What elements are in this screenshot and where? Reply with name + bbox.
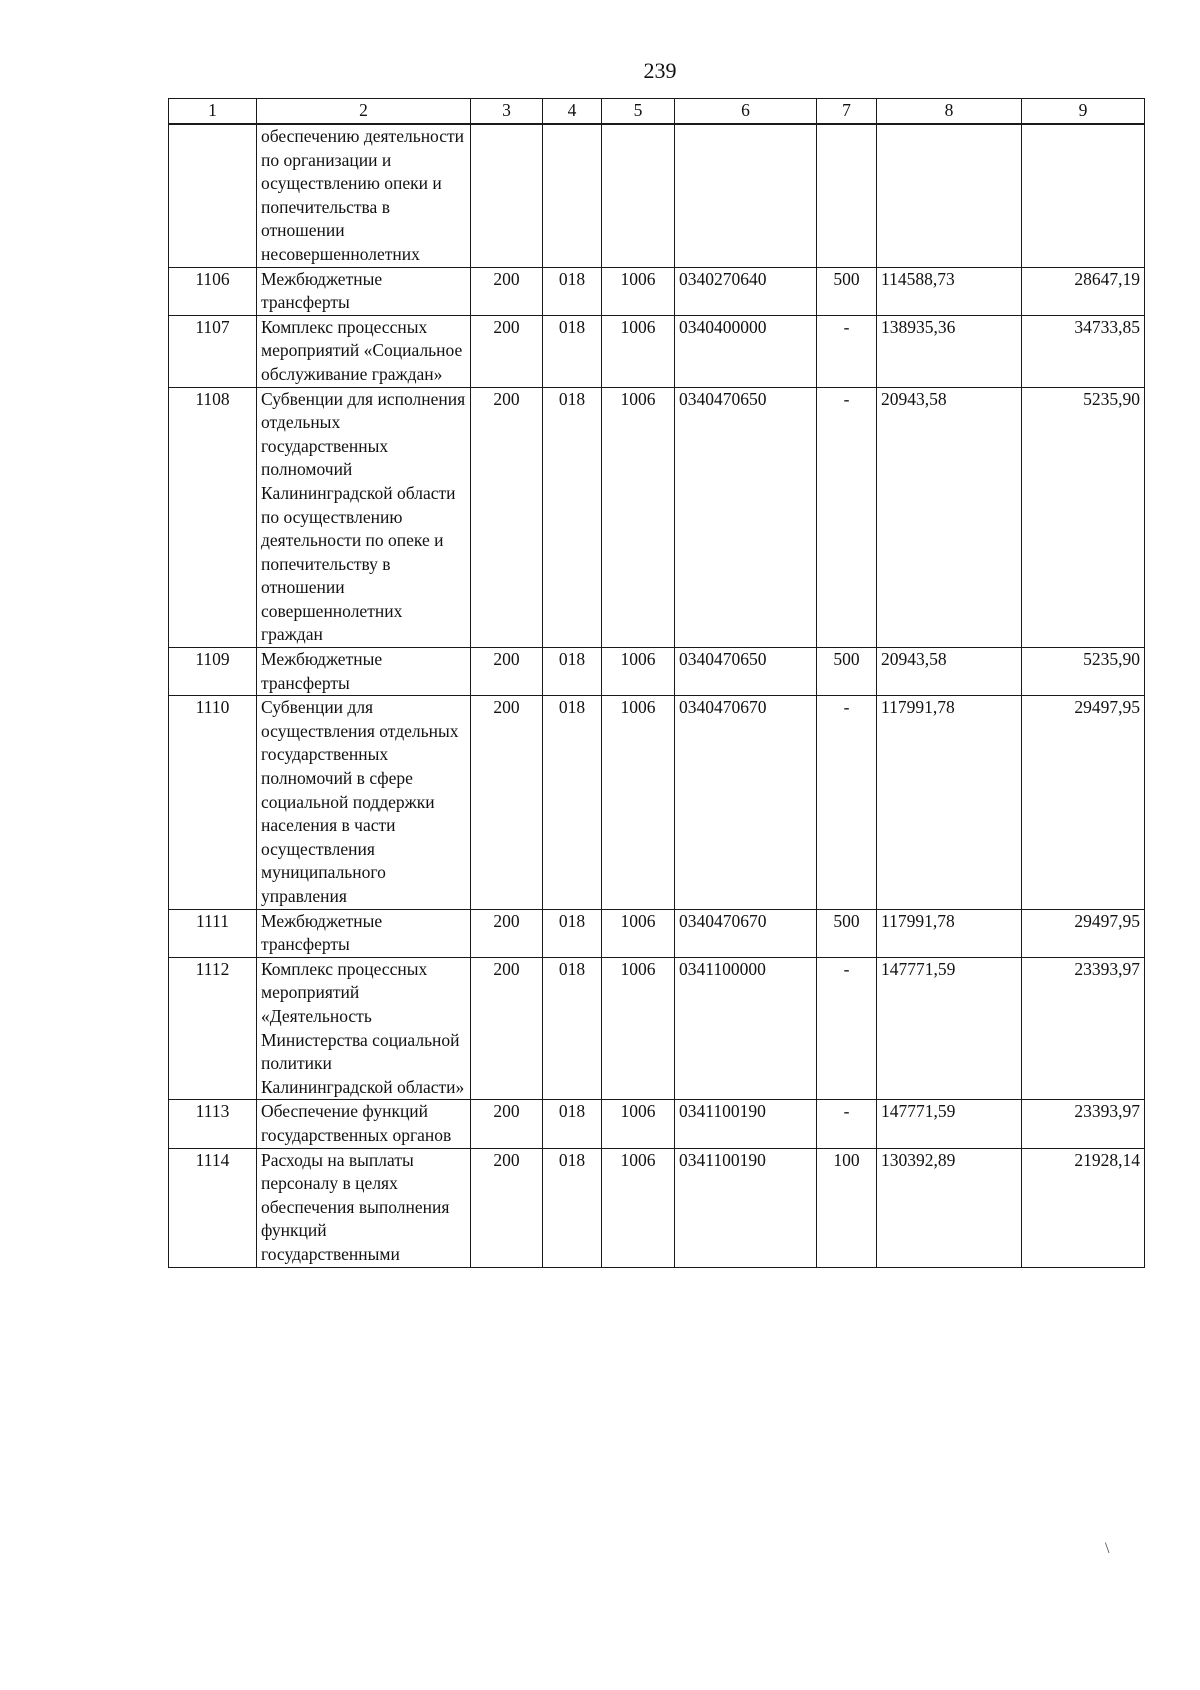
column-6-cell: 0340470670 — [675, 696, 817, 909]
column-3-cell: 200 — [471, 267, 543, 315]
table-row — [169, 696, 1145, 909]
description-cell: Расходы на выплаты персоналу в целях обеспечения выполнения функций государственными — [257, 1148, 471, 1267]
row-number-cell: 1113 — [169, 1100, 257, 1148]
column-4-cell: 018 — [543, 387, 602, 648]
page-number: 239 — [643, 58, 677, 83]
header-cell-6: 6 — [675, 99, 817, 125]
column-4-cell — [543, 124, 602, 267]
column-6-cell: 0340470650 — [675, 387, 817, 648]
column-8-cell — [877, 124, 1022, 267]
column-9-cell: 29497,95 — [1022, 696, 1145, 909]
description-cell: Комплекс процессных мероприятий «Социальное обслуживание граждан» — [257, 315, 471, 387]
column-3-cell: 200 — [471, 387, 543, 648]
column-9-cell: 21928,14 — [1022, 1148, 1145, 1267]
column-5-cell: 1006 — [602, 696, 675, 909]
table-row — [169, 909, 1145, 957]
description-cell: обеспечению деятельности по организации и осуществлению опеки и попечительства в отношении несовершеннолетних — [257, 124, 471, 267]
column-7-cell: - — [817, 387, 877, 648]
header-cell-5: 5 — [602, 99, 675, 125]
column-3-cell: 200 — [471, 909, 543, 957]
column-6-cell: 0340270640 — [675, 267, 817, 315]
column-5-cell: 1006 — [602, 267, 675, 315]
table-row — [169, 315, 1145, 387]
description-cell: Межбюджетные трансферты — [257, 267, 471, 315]
column-4-cell: 018 — [543, 957, 602, 1100]
table-row — [169, 957, 1145, 1100]
column-4-cell: 018 — [543, 648, 602, 696]
table-row — [169, 387, 1145, 648]
header-cell-3: 3 — [471, 99, 543, 125]
description-cell: Межбюджетные трансферты — [257, 648, 471, 696]
column-7-cell — [817, 124, 877, 267]
header-cell-2: 2 — [257, 99, 471, 125]
column-3-cell: 200 — [471, 648, 543, 696]
description-cell: Комплекс процессных мероприятий «Деятельность Министерства социальной политики Калининградской области» — [257, 957, 471, 1100]
table-row — [169, 124, 1145, 267]
column-8-cell: 147771,59 — [877, 957, 1022, 1100]
column-6-cell — [675, 124, 817, 267]
row-number-cell: 1109 — [169, 648, 257, 696]
column-9-cell: 28647,19 — [1022, 267, 1145, 315]
column-9-cell: 34733,85 — [1022, 315, 1145, 387]
column-5-cell: 1006 — [602, 1148, 675, 1267]
column-5-cell: 1006 — [602, 387, 675, 648]
budget-table — [168, 98, 1145, 1268]
column-9-cell: 23393,97 — [1022, 957, 1145, 1100]
column-7-cell: - — [817, 1100, 877, 1148]
description-cell: Межбюджетные трансферты — [257, 909, 471, 957]
column-3-cell: 200 — [471, 957, 543, 1100]
column-5-cell — [602, 124, 675, 267]
column-8-cell: 117991,78 — [877, 696, 1022, 909]
column-9-cell: 29497,95 — [1022, 909, 1145, 957]
table-row — [169, 1148, 1145, 1267]
column-9-cell: 5235,90 — [1022, 648, 1145, 696]
header-cell-7: 7 — [817, 99, 877, 125]
column-3-cell — [471, 124, 543, 267]
column-6-cell: 0341100000 — [675, 957, 817, 1100]
row-number-cell: 1112 — [169, 957, 257, 1100]
column-6-cell: 0340400000 — [675, 315, 817, 387]
row-number-cell: 1110 — [169, 696, 257, 909]
column-7-cell: 500 — [817, 648, 877, 696]
column-6-cell: 0340470670 — [675, 909, 817, 957]
scan-artifact-mark: \ — [1105, 1540, 1110, 1557]
column-8-cell: 130392,89 — [877, 1148, 1022, 1267]
column-8-cell: 20943,58 — [877, 648, 1022, 696]
column-3-cell: 200 — [471, 1100, 543, 1148]
header-row — [169, 99, 1145, 125]
column-5-cell: 1006 — [602, 315, 675, 387]
column-7-cell: - — [817, 696, 877, 909]
column-7-cell: 500 — [817, 909, 877, 957]
column-5-cell: 1006 — [602, 957, 675, 1100]
column-4-cell: 018 — [543, 909, 602, 957]
column-7-cell: 100 — [817, 1148, 877, 1267]
column-7-cell: - — [817, 957, 877, 1100]
column-4-cell: 018 — [543, 696, 602, 909]
column-3-cell: 200 — [471, 1148, 543, 1267]
table-row — [169, 267, 1145, 315]
description-cell: Субвенции для исполнения отдельных государственных полномочий Калининградской области по осуществлению деятельности по опеке и попечительству в отношении совершеннолетних граждан — [257, 387, 471, 648]
header-cell-4: 4 — [543, 99, 602, 125]
column-9-cell: 23393,97 — [1022, 1100, 1145, 1148]
column-6-cell: 0340470650 — [675, 648, 817, 696]
column-4-cell: 018 — [543, 1100, 602, 1148]
description-cell: Обеспечение функций государственных органов — [257, 1100, 471, 1148]
row-number-cell: 1111 — [169, 909, 257, 957]
column-7-cell: 500 — [817, 267, 877, 315]
row-number-cell: 1106 — [169, 267, 257, 315]
column-8-cell: 147771,59 — [877, 1100, 1022, 1148]
table-row — [169, 1100, 1145, 1148]
column-9-cell — [1022, 124, 1145, 267]
table-body — [169, 124, 1145, 1267]
column-9-cell: 5235,90 — [1022, 387, 1145, 648]
row-number-cell: 1114 — [169, 1148, 257, 1267]
column-5-cell: 1006 — [602, 648, 675, 696]
row-number-cell: 1107 — [169, 315, 257, 387]
table-row — [169, 648, 1145, 696]
header-cell-9: 9 — [1022, 99, 1145, 125]
column-8-cell: 117991,78 — [877, 909, 1022, 957]
column-5-cell: 1006 — [602, 1100, 675, 1148]
header-cell-8: 8 — [877, 99, 1022, 125]
column-3-cell: 200 — [471, 696, 543, 909]
row-number-cell — [169, 124, 257, 267]
column-3-cell: 200 — [471, 315, 543, 387]
column-8-cell: 114588,73 — [877, 267, 1022, 315]
column-6-cell: 0341100190 — [675, 1148, 817, 1267]
description-cell: Субвенции для осуществления отдельных государственных полномочий в сфере социальной поддержки населения в части осуществления муниципального управления — [257, 696, 471, 909]
column-6-cell: 0341100190 — [675, 1100, 817, 1148]
column-5-cell: 1006 — [602, 909, 675, 957]
column-8-cell: 138935,36 — [877, 315, 1022, 387]
header-cell-1: 1 — [169, 99, 257, 125]
column-7-cell: - — [817, 315, 877, 387]
column-4-cell: 018 — [543, 267, 602, 315]
column-4-cell: 018 — [543, 1148, 602, 1267]
column-4-cell: 018 — [543, 315, 602, 387]
row-number-cell: 1108 — [169, 387, 257, 648]
column-8-cell: 20943,58 — [877, 387, 1022, 648]
